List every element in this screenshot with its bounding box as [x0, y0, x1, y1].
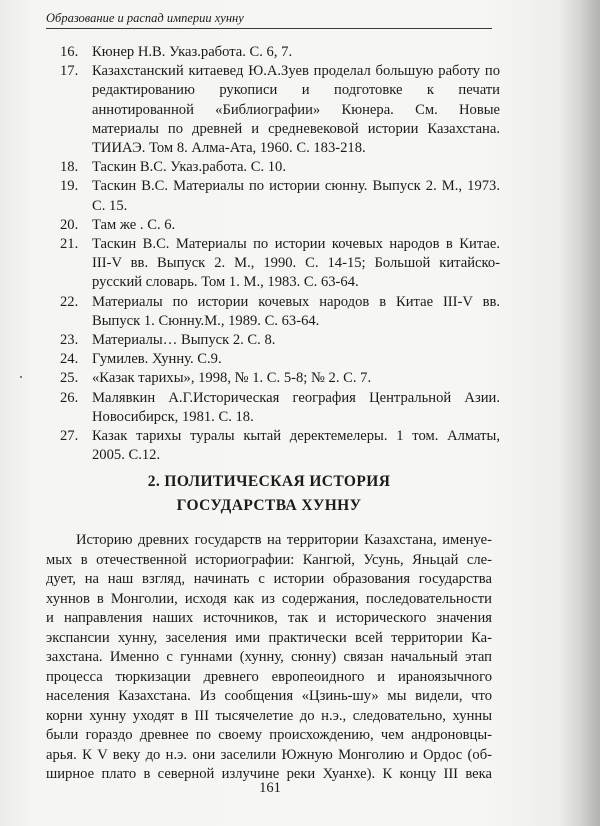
- body-line: хуннов в Монголии, исходя как из содержания, последовательности: [46, 590, 492, 607]
- endnote-item: [60, 235, 500, 293]
- running-head: Образование и распад империи хунну: [46, 11, 492, 29]
- body-line: и направления наших источников, так и исторического значения: [46, 610, 492, 626]
- endnote-item: [60, 350, 500, 369]
- endnote-item: [60, 62, 500, 158]
- endnote-number: 16.: [60, 44, 79, 60]
- endnote-number: 25.: [60, 370, 79, 387]
- endnote-text: Таскин В.С. Материалы по истории сюнну. Выпуск 2. М., 1973. С. 15.: [92, 178, 500, 214]
- page-number: 161: [259, 780, 281, 796]
- endnote-text: Малявкин А.Г.Историческая география Центральной Азии. Новосибирск, 1981. С. 18.: [92, 389, 500, 425]
- endnote-item: [60, 331, 500, 350]
- body-line: Историю древних государств на территории Казахстана, именуе-: [76, 532, 492, 548]
- body-line: населения Казахстана. Из сообщения «Цзинь-шу» мы видели, что: [46, 688, 492, 704]
- endnote-text: Казак тарихы туралы кытай деректемелеры. 1 том. Алматы, 2005. С.12.: [92, 428, 500, 464]
- endnote-item: [60, 389, 500, 427]
- endnote-item: [60, 293, 500, 331]
- endnote-number: 17.: [60, 63, 79, 80]
- endnote-text: «Казак тарихы», 1998, № 1. С. 5-8; № 2. С. 7.: [92, 370, 372, 387]
- body-line: захстана. Именно с гуннами (хунну, сюнну) связан начальный этап: [46, 649, 492, 665]
- section-title-line-1: 2. ПОЛИТИЧЕСКАЯ ИСТОРИЯ: [147, 473, 391, 490]
- body-line: процесса тюркизации древнего европеоидного и ираноязычного: [46, 668, 492, 685]
- endnote-text: Таскин В.С. Указ.работа. С. 10.: [92, 159, 286, 176]
- body-line: ширное плато в северной излучине реки Хуанхе). К концу III века: [46, 766, 492, 782]
- body-line: корни хунну уходят в III тысячелетие до н.э., следовательно, хунны: [46, 707, 492, 724]
- endnote-item: [60, 216, 500, 235]
- endnote-item: [60, 158, 500, 177]
- endnote-number: 21.: [60, 236, 79, 253]
- section-title-line-2: ГОСУДАРСТВА ХУННУ: [176, 497, 362, 514]
- endnote-item: [60, 177, 500, 215]
- body-line: были гораздо древнее по своему происхождению, чем андроновцы-: [46, 727, 492, 743]
- book-spine-shadow: [558, 0, 600, 826]
- endnote-number: 18.: [60, 159, 79, 176]
- endnote-text: Кюнер Н.В. Указ.работа. С. 6, 7.: [92, 44, 293, 60]
- body-line: дует, на наш взгляд, начинать с истории образования государства: [46, 571, 492, 587]
- endnote-number: 20.: [60, 216, 79, 233]
- endnote-item: [60, 369, 500, 388]
- endnote-text: Материалы по истории кочевых народов в Китае III-V вв. Выпуск 1. Сюнну.М., 1989. С. 63-64.: [92, 293, 500, 329]
- endnote-number: 24.: [60, 351, 79, 368]
- endnote-number: 26.: [60, 389, 79, 406]
- endnote-number: 23.: [60, 332, 79, 349]
- margin-speck: [20, 376, 22, 378]
- endnote-item: [60, 43, 500, 62]
- body-line: мых в отечественной историографии: Кангюй, Усунь, Яньцай сле-: [46, 551, 492, 568]
- endnote-number: 19.: [60, 178, 79, 195]
- endnote-number: 27.: [60, 428, 79, 445]
- body-paragraph: [46, 531, 492, 785]
- endnote-text: Гумилев. Хунну. С.9.: [92, 351, 222, 368]
- endnote-text: Там же . С. 6.: [92, 216, 176, 233]
- endnote-text: Материалы… Выпуск 2. С. 8.: [92, 332, 276, 349]
- body-line: экспансии хунну, заселения ими практически всей территории Ка-: [46, 629, 492, 646]
- endnote-item: [60, 427, 500, 465]
- body-line: арья. К V веку до н.э. они заселили Южную Монголию и Ордос (об-: [46, 746, 492, 763]
- endnote-text: Казахстанский китаевед Ю.А.Зуев проделал большую работу по редактированию рукописи и подготовке к печати аннотированной «Библиографии» Кюнера. См. Новые материалы по древней и средневековой истории Казахстана. ТИИАЭ. Том 8. Алма-Ата, 1960. С. 183-218.: [92, 63, 500, 157]
- endnotes-list: [60, 43, 500, 465]
- endnote-text: Таскин В.С. Материалы по истории кочевых народов в Китае. III-V вв. Выпуск 2. М., 1990. С. 14-15; Большой китайско-русский словарь. Том 1. М., 1983. С. 63-64.: [92, 236, 500, 291]
- endnote-number: 22.: [60, 293, 79, 310]
- section-title: [46, 470, 492, 518]
